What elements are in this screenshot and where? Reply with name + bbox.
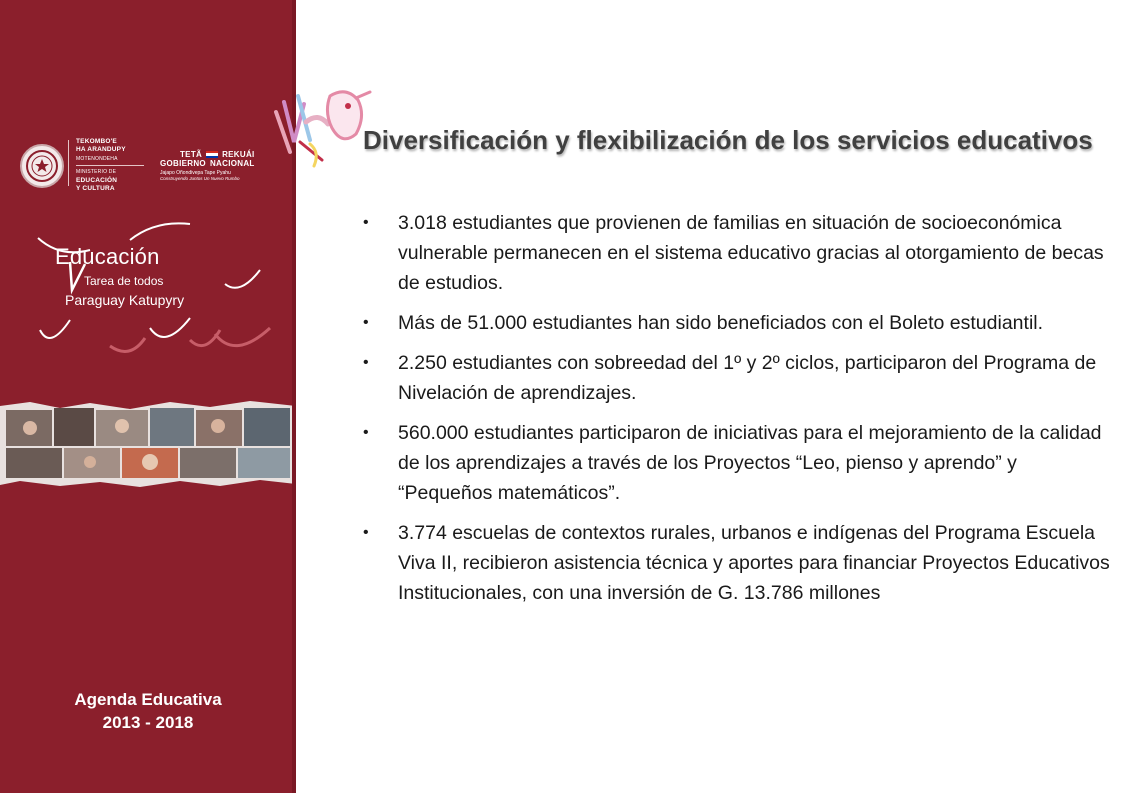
government-line4: Construyendo Juntos Un Nuevo Rumbo xyxy=(160,176,240,181)
bullet-icon: • xyxy=(363,424,369,441)
slogan-line1: Tarea de todos xyxy=(84,274,164,288)
list-item xyxy=(360,348,1115,408)
bullet-icon: • xyxy=(363,524,369,541)
slogan-line2: Paraguay Katupyry xyxy=(65,292,185,308)
national-seal-icon xyxy=(20,144,64,188)
ministry-line6: Y CULTURA xyxy=(76,185,115,192)
government-line2b: NACIONAL xyxy=(209,159,255,168)
agenda-line1: Agenda Educativa xyxy=(74,690,222,709)
government-line2a: GOBIERNO xyxy=(160,159,206,168)
ministry-line5: EDUCACIÓN xyxy=(76,177,118,184)
logo-divider xyxy=(68,140,69,186)
slogan-title: Educación xyxy=(55,244,160,269)
children-drawing-icon xyxy=(270,82,374,172)
bullet-icon: • xyxy=(363,354,369,371)
bullet-text: 3.018 estudiantes que provienen de familias en situación de socioeconómica vulnerable permanecen en el sistema educativo gracias al otorgamiento de becas de estudios. xyxy=(398,212,1104,294)
government-row1 xyxy=(160,150,280,159)
government-line1a: TETÃ xyxy=(180,150,203,159)
list-item xyxy=(360,308,1115,338)
government-line1b: REKUÁI xyxy=(222,150,255,159)
ministry-line4: MINISTERIO DE xyxy=(76,169,117,175)
list-item xyxy=(360,418,1115,508)
list-item xyxy=(360,208,1115,298)
agenda-line2: 2013 - 2018 xyxy=(102,713,194,732)
agenda-label xyxy=(0,688,296,734)
bird-swoosh-icon xyxy=(30,210,280,370)
bullet-text: Más de 51.000 estudiantes han sido beneficiados con el Boleto estudiantil. xyxy=(398,312,1044,334)
bullet-text: 2.250 estudiantes con sobreedad del 1º y 2º ciclos, participaron del Programa de Nivelación de aprendizajes. xyxy=(398,352,1097,404)
bullet-text: 560.000 estudiantes participaron de iniciativas para el mejoramiento de la calidad de los aprendizajes a través de los Proyectos “Leo, pienso y aprendo” y “Pequeños matemáticos”. xyxy=(398,422,1102,504)
ministry-divider xyxy=(76,165,144,166)
bullet-icon: • xyxy=(363,314,369,331)
photo-collage xyxy=(0,400,296,488)
list-item xyxy=(360,518,1115,608)
government-row2 xyxy=(160,159,280,168)
flag-icon xyxy=(206,151,218,159)
sidebar-panel xyxy=(0,0,296,793)
slide-title: Diversificación y flexibilización de los servicios educativos xyxy=(363,125,1093,155)
bullet-text: 3.774 escuelas de contextos rurales, urbanos e indígenas del Programa Escuela Viva II, recibieron asistencia técnica y aportes para financiar Proyectos Educativos Institucionales, con una inversión de G. 13.786 millones xyxy=(398,522,1110,604)
ministry-logo xyxy=(76,138,144,193)
government-logo xyxy=(160,150,280,181)
bullet-list xyxy=(360,208,1115,618)
ministry-line3: MOTENONDEHA xyxy=(76,156,118,162)
ministry-line2: HA ARANDUPY xyxy=(76,146,126,153)
bullet-icon: • xyxy=(363,214,369,231)
government-line3: Jajapo Oñondivepa Tape Pyahu xyxy=(160,170,231,176)
ministry-line1: TEKOMBO'E xyxy=(76,138,117,145)
